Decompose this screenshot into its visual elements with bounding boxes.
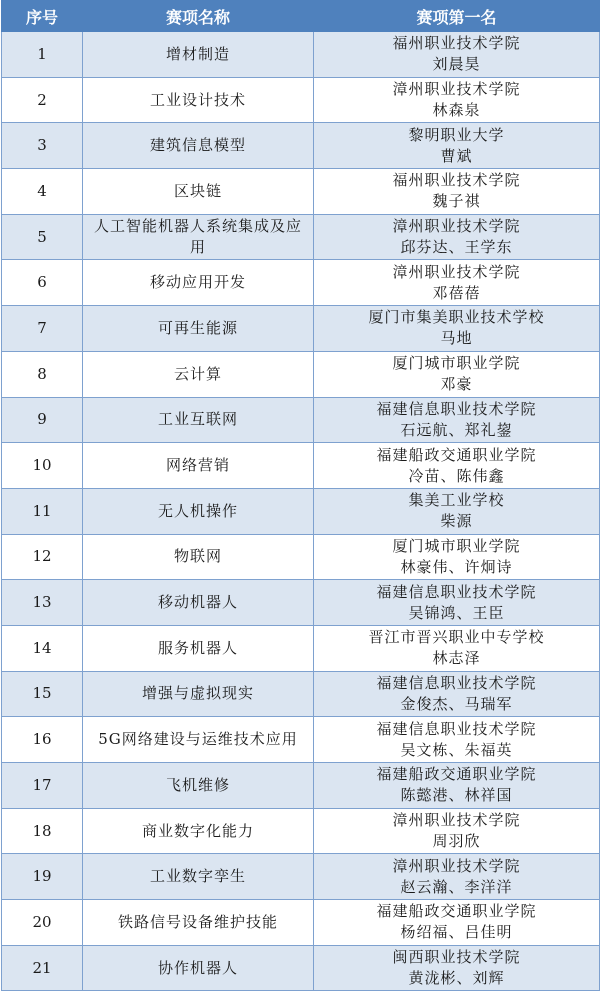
winner-school: 福建船政交通职业学院	[376, 765, 537, 784]
event-name: 增材制造	[83, 32, 314, 78]
winner-names: 赵云瀚、李洋洋	[400, 877, 513, 896]
winner-school: 漳州职业技术学院	[392, 262, 521, 281]
row-index: 17	[2, 763, 83, 809]
table-row	[2, 169, 600, 215]
winner-school: 闽西职业技术学院	[392, 948, 521, 967]
event-name: 工业互联网	[83, 397, 314, 443]
event-name: 建筑信息模型	[83, 123, 314, 169]
table-row	[2, 580, 600, 626]
winner-names: 刘晨昊	[432, 55, 481, 74]
winner-cell	[314, 214, 600, 260]
header-index: 序号	[2, 1, 83, 32]
winner-names: 吴锦鸿、王臣	[408, 603, 505, 622]
winner-names: 马地	[440, 329, 473, 348]
table-row	[2, 945, 600, 991]
winner-cell	[314, 945, 600, 991]
table-row	[2, 488, 600, 534]
event-name: 云计算	[83, 351, 314, 397]
table-body	[2, 32, 600, 991]
event-name: 可再生能源	[83, 306, 314, 352]
winner-school: 福建信息职业技术学院	[376, 719, 537, 738]
winner-school: 厦门城市职业学院	[392, 354, 521, 373]
table-row	[2, 306, 600, 352]
row-index: 18	[2, 808, 83, 854]
row-index: 3	[2, 123, 83, 169]
winner-school: 福建船政交通职业学院	[376, 445, 537, 464]
table-row	[2, 854, 600, 900]
row-index: 20	[2, 900, 83, 946]
winner-names: 柴源	[440, 512, 473, 531]
winner-school: 福建信息职业技术学院	[376, 582, 537, 601]
winner-names: 金俊杰、马瑞军	[400, 694, 513, 713]
row-index: 12	[2, 534, 83, 580]
winner-cell	[314, 488, 600, 534]
winner-names: 黄泷彬、刘辉	[408, 969, 505, 988]
winner-cell	[314, 854, 600, 900]
winner-cell	[314, 351, 600, 397]
winner-names: 石远航、郑礼鋆	[400, 420, 513, 439]
row-index: 15	[2, 671, 83, 717]
event-name: 5G网络建设与运维技术应用	[83, 717, 314, 763]
row-index: 11	[2, 488, 83, 534]
winner-school: 漳州职业技术学院	[392, 217, 521, 236]
winner-names: 魏子祺	[432, 192, 481, 211]
winner-names: 邓豪	[440, 375, 473, 394]
table-row	[2, 534, 600, 580]
event-name: 工业数字孪生	[83, 854, 314, 900]
row-index: 13	[2, 580, 83, 626]
table-row	[2, 214, 600, 260]
winner-names: 吴文栋、朱福英	[400, 740, 513, 759]
winner-names: 邱芬达、王学东	[400, 238, 513, 257]
winner-cell	[314, 123, 600, 169]
winner-cell	[314, 763, 600, 809]
table-row	[2, 32, 600, 78]
table-row	[2, 123, 600, 169]
winner-cell	[314, 397, 600, 443]
table-row	[2, 260, 600, 306]
winner-names: 杨绍福、吕佳明	[400, 923, 513, 942]
row-index: 10	[2, 443, 83, 489]
winner-names: 曹斌	[440, 146, 473, 165]
event-name: 飞机维修	[83, 763, 314, 809]
event-name: 移动机器人	[83, 580, 314, 626]
winner-cell	[314, 808, 600, 854]
row-index: 21	[2, 945, 83, 991]
winner-names: 周羽欣	[432, 832, 481, 851]
event-name: 移动应用开发	[83, 260, 314, 306]
row-index: 14	[2, 625, 83, 671]
event-name: 物联网	[83, 534, 314, 580]
winner-school: 福建信息职业技术学院	[376, 673, 537, 692]
row-index: 4	[2, 169, 83, 215]
event-name: 服务机器人	[83, 625, 314, 671]
event-name: 区块链	[83, 169, 314, 215]
row-index: 16	[2, 717, 83, 763]
winner-cell	[314, 169, 600, 215]
winner-cell	[314, 717, 600, 763]
event-name: 协作机器人	[83, 945, 314, 991]
row-index: 9	[2, 397, 83, 443]
winner-school: 厦门城市职业学院	[392, 536, 521, 555]
winner-cell	[314, 534, 600, 580]
row-index: 19	[2, 854, 83, 900]
row-index: 7	[2, 306, 83, 352]
event-name: 人工智能机器人系统集成及应用	[83, 214, 314, 260]
winner-school: 福州职业技术学院	[392, 171, 521, 190]
results-table	[1, 0, 600, 991]
winner-cell	[314, 77, 600, 123]
row-index: 1	[2, 32, 83, 78]
winner-school: 漳州职业技术学院	[392, 856, 521, 875]
winner-school: 福建信息职业技术学院	[376, 399, 537, 418]
table-row	[2, 900, 600, 946]
winner-names: 冷苗、陈伟鑫	[408, 466, 505, 485]
table-row	[2, 443, 600, 489]
winner-cell	[314, 306, 600, 352]
row-index: 2	[2, 77, 83, 123]
winner-cell	[314, 671, 600, 717]
winner-names: 林豪伟、许炯诗	[400, 557, 513, 576]
header-event: 赛项名称	[83, 1, 314, 32]
table-row	[2, 77, 600, 123]
row-index: 8	[2, 351, 83, 397]
event-name: 无人机操作	[83, 488, 314, 534]
event-name: 铁路信号设备维护技能	[83, 900, 314, 946]
winner-school: 集美工业学校	[408, 491, 505, 510]
table-row	[2, 717, 600, 763]
winner-school: 福建船政交通职业学院	[376, 902, 537, 921]
winner-cell	[314, 443, 600, 489]
event-name: 商业数字化能力	[83, 808, 314, 854]
table-row	[2, 808, 600, 854]
winner-cell	[314, 32, 600, 78]
winner-cell	[314, 625, 600, 671]
winner-cell	[314, 580, 600, 626]
winner-cell	[314, 260, 600, 306]
header-winner: 赛项第一名	[314, 1, 600, 32]
winner-school: 漳州职业技术学院	[392, 80, 521, 99]
winner-school: 黎明职业大学	[408, 125, 505, 144]
event-name: 工业设计技术	[83, 77, 314, 123]
table-row	[2, 351, 600, 397]
winner-school: 福州职业技术学院	[392, 34, 521, 53]
event-name: 增强与虚拟现实	[83, 671, 314, 717]
winner-school: 厦门市集美职业技术学校	[368, 308, 545, 327]
winner-names: 林志泽	[432, 649, 481, 668]
row-index: 5	[2, 214, 83, 260]
row-index: 6	[2, 260, 83, 306]
header-row	[2, 1, 600, 32]
winner-names: 邓蓓蓓	[432, 283, 481, 302]
table-row	[2, 397, 600, 443]
winner-names: 林森泉	[432, 101, 481, 120]
table-row	[2, 763, 600, 809]
winner-school: 漳州职业技术学院	[392, 811, 521, 830]
winner-cell	[314, 900, 600, 946]
event-name: 网络营销	[83, 443, 314, 489]
winner-names: 陈懿港、林祥国	[400, 786, 513, 805]
table-row	[2, 671, 600, 717]
winner-school: 晋江市晋兴职业中专学校	[368, 628, 545, 647]
table-row	[2, 625, 600, 671]
